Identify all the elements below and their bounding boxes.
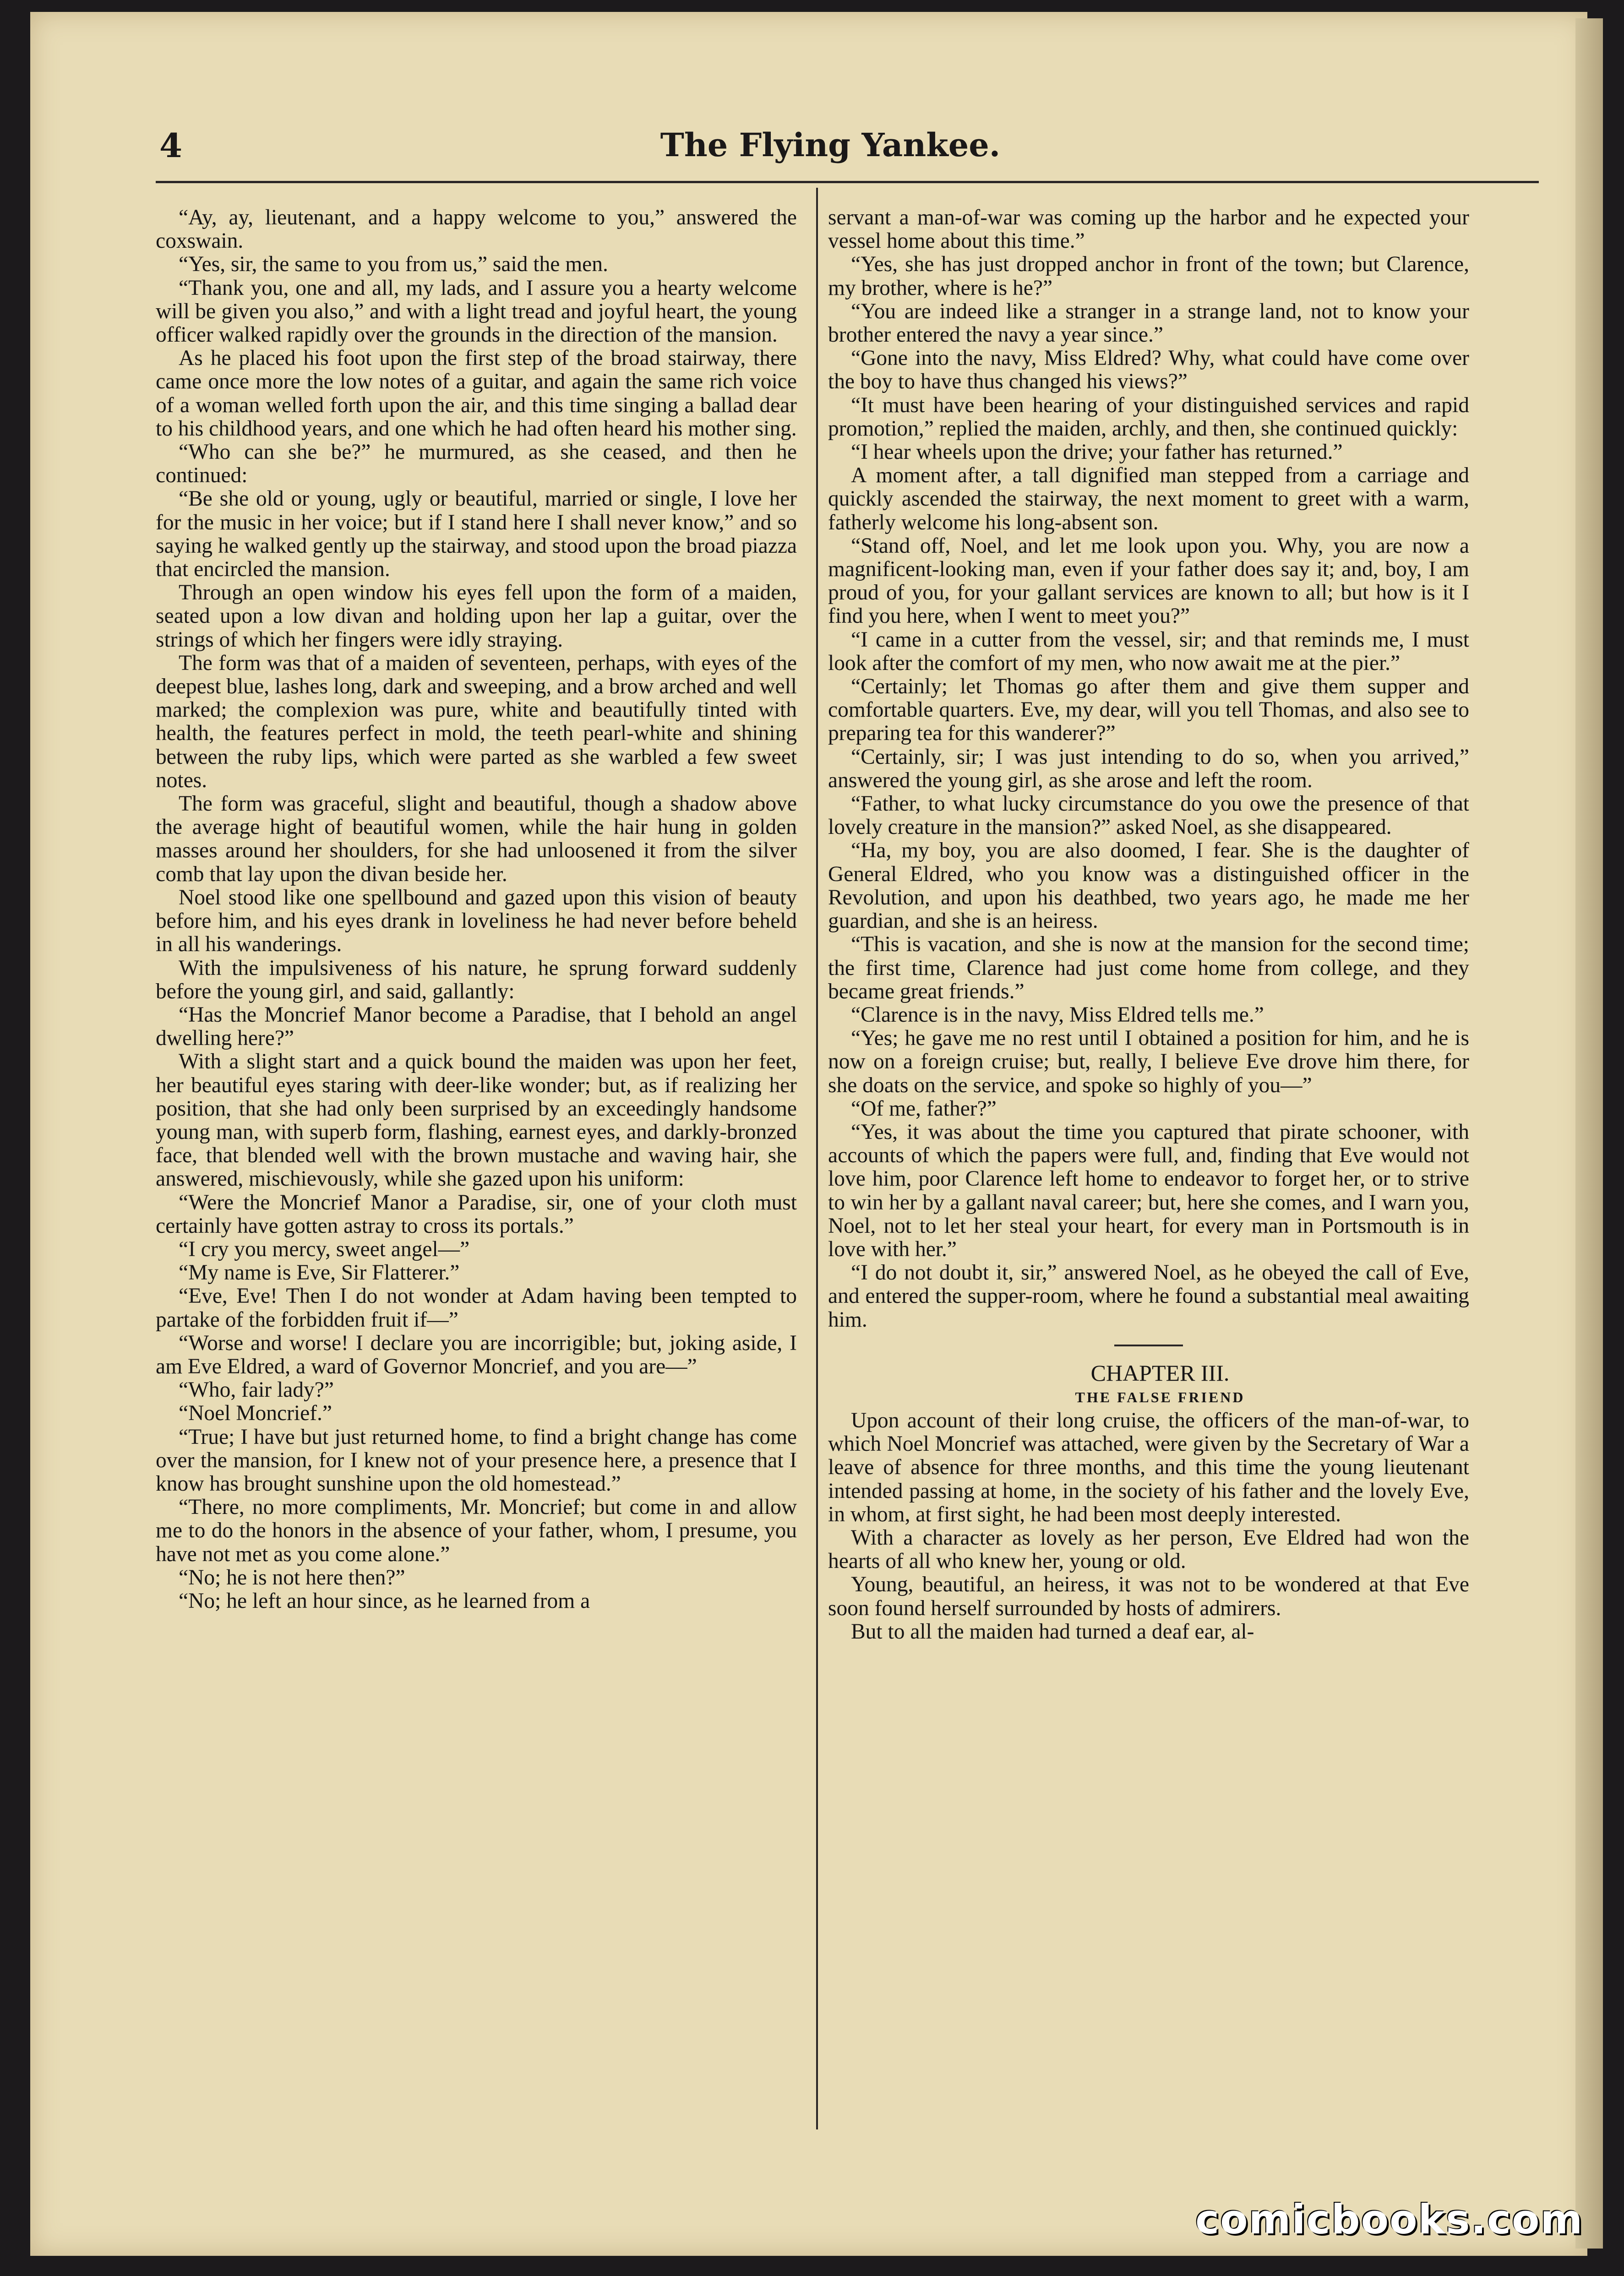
paragraph: “It must have been hearing of your distinguished services and rapid promotion,” replied the maiden, archly, and then, she continued quickly: [828, 393, 1469, 441]
paragraph: “You are indeed like a stranger in a strange land, not to know your brother entered the navy a year since.” [828, 299, 1469, 347]
paragraph: “No; he left an hour since, as he learned from a [179, 1589, 590, 1613]
paragraph: “Certainly; let Thomas go after them and give them supper and comfortable quarters. Eve, my dear, will you tell Thomas, and also see to preparing tea for this wanderer?” [828, 675, 1469, 746]
paragraph: “Ha, my boy, you are also doomed, I fear. She is the daughter of General Eldred, who you know was a distinguished officer in the Revolution, and upon his deathbed, two years ago, he made me her guardian, and she is an heiress. [828, 839, 1469, 933]
paragraph: “This is vacation, and she is now at the mansion for the second time; the first time, Clarence had just come home from college, and they became great friends.” [828, 932, 1469, 1003]
page-number: 4 [159, 126, 183, 165]
paragraph: Upon account of their long cruise, the officers of the man-of-war, to which Noel Moncrief was attached, were given by the Secretary of War a leave of absence for three months, and this time the young lieutenant intended passing at home, in the society of his father and the lovely Eve, in whom, at first sight, he had been most deeply interested. [828, 1408, 1469, 1526]
header-rule [156, 181, 1539, 183]
paragraph: “I do not doubt it, sir,” answered Noel, as he obeyed the call of Eve, and entered the supper-room, where he found a substantial meal awaiting him. [828, 1261, 1469, 1332]
right-column-top [828, 206, 1469, 1332]
paragraph: “Noel Moncrief.” [179, 1401, 332, 1426]
paragraph: “Has the Moncrief Manor become a Paradise, that I behold an angel dwelling here?” [156, 1002, 797, 1051]
page-header [127, 117, 1533, 167]
paragraph: “I hear wheels upon the drive; your father has returned.” [851, 440, 1343, 464]
paragraph: Through an open window his eyes fell upon the form of a maiden, seated upon a low divan and holding upon her lap a guitar, over the strings of which her fingers were idly straying. [156, 581, 797, 652]
paragraph: With a character as lovely as her person, Eve Eldred had won the hearts of all who knew her, young or old. [828, 1525, 1469, 1574]
paragraph: “Thank you, one and all, my lads, and I assure you a hearty welcome will be given you also,” and with a light tread and joyful heart, the young officer walked rapidly over the grounds in the direction of the mansion. [156, 276, 797, 347]
paragraph: The form was graceful, slight and beautiful, though a shadow above the average hight of beautiful women, while the hair hung in golden masses around her shoulders, for she had unloosened it from the silver comb that lay upon the divan beside her. [156, 792, 797, 886]
right-column-bottom [828, 1409, 1469, 1644]
paragraph: “True; I have but just returned home, to find a bright change has come over the mansion, for I knew not of your presence here, a presence that I know has brought sunshine upon the old homestead.” [156, 1425, 797, 1496]
running-title: The Flying Yankee. [660, 126, 1001, 164]
paragraph: servant a man-of-war was coming up the harbor and he expected your vessel home about this time.” [828, 206, 1469, 253]
paragraph: “Yes, sir, the same to you from us,” said the men. [179, 252, 608, 277]
paragraph: “Worse and worse! I declare you are incorrigible; but, joking aside, I am Eve Eldred, a ward of Governor Moncrief, and you are—” [156, 1331, 797, 1378]
paragraph: “Father, to what lucky circumstance do you owe the presence of that lovely creature in the mansion?” asked Noel, as she disappeared. [828, 792, 1469, 839]
paragraph: “Stand off, Noel, and let me look upon you. Why, you are now a magnificent-looking man, even if your father does say it; and, boy, I am proud of you, for your gallant services are known to all; but how is it I find you here, when I went to meet you?” [828, 534, 1469, 628]
paragraph: But to all the maiden had turned a deaf ear, al- [851, 1619, 1254, 1644]
paragraph: “Who, fair lady?” [179, 1378, 334, 1402]
paragraph: With the impulsiveness of his nature, he sprung forward suddenly before the young girl, and said, gallantly: [156, 956, 797, 1003]
paragraph: “Gone into the navy, Miss Eldred? Why, what could have come over the boy to have thus changed his views?” [828, 346, 1469, 394]
paragraph: “No; he is not here then?” [179, 1565, 405, 1590]
paragraph: “Eve, Eve! Then I do not wonder at Adam having been tempted to partake of the forbidden fruit if—” [156, 1284, 797, 1332]
watermark-text: comicbooks.com [1195, 2196, 1584, 2243]
paragraph: “Yes, she has just dropped anchor in front of the town; but Clarence, my brother, where is he?” [828, 252, 1469, 300]
paragraph: “Who can she be?” he murmured, as she ceased, and then he continued: [156, 440, 797, 488]
paragraph: A moment after, a tall dignified man stepped from a carriage and quickly ascended the stairway, the next moment to greet with a warm, fatherly welcome his long-absent son. [828, 463, 1469, 534]
paragraph: The form was that of a maiden of seventeen, perhaps, with eyes of the deepest blue, lashes long, dark and sweeping, and a brow arched and well marked; the complexion was pure, white and beautifully tinted with health, the features perfect in mold, the teeth pearl-white and shining between the ruby lips, which were parted as she warbled a few sweet notes. [156, 651, 797, 792]
chapter-title: CHAPTER III. [1090, 1360, 1230, 1386]
paragraph: “Ay, ay, lieutenant, and a happy welcome to you,” answered the coxswain. [156, 206, 797, 253]
right-column [828, 206, 1469, 1644]
page-edge [1575, 18, 1603, 2249]
paragraph: As he placed his foot upon the first step of the broad stairway, there came once more the low notes of a guitar, and again the same rich voice of a woman welled forth upon the air, and this time singing a ballad dear to his childhood years, and one which he had often heard his mother sing. [156, 346, 797, 441]
column-divider [816, 188, 818, 2129]
paragraph: “There, no more compliments, Mr. Moncrief; but come in and allow me to do the honors in the absence of your father, whom, I presume, you have not met as you come alone.” [156, 1495, 797, 1566]
section-divider-rule [1114, 1345, 1183, 1346]
paragraph: “I cry you mercy, sweet angel—” [179, 1237, 470, 1261]
paragraph: “Yes, it was about the time you captured that pirate schooner, with accounts of which the papers were full, and, finding that Eve would not love him, poor Clarence left home to endeavor to forget her, or to strive to win her by a gallant naval career; but, here she comes, and I warn you, Noel, not to let her steal your heart, for every man in Portsmouth is in love with her.” [828, 1120, 1469, 1261]
paragraph: Young, beautiful, an heiress, it was not to be wondered at that Eve soon found herself surrounded by hosts of admirers. [828, 1573, 1469, 1620]
left-column [156, 206, 797, 1613]
paragraph: Noel stood like one spellbound and gazed upon this vision of beauty before him, and his eyes drank in loveliness he had never before beheld in all his wanderings. [156, 885, 797, 957]
paragraph: “I came in a cutter from the vessel, sir; and that reminds me, I must look after the comfort of my men, who now await me at the pier.” [828, 627, 1469, 675]
paragraph: “Yes; he gave me no rest until I obtained a position for him, and he is now on a foreign cruise; but, really, I believe Eve drove him there, for she doats on the service, and spoke so highly of you—” [828, 1026, 1469, 1097]
chapter-subtitle: THE FALSE FRIEND [1075, 1388, 1245, 1405]
paragraph: “Were the Moncrief Manor a Paradise, sir, one of your cloth must certainly have gotten astray to cross its portals.” [156, 1190, 797, 1238]
paragraph: “Be she old or young, ugly or beautiful, married or single, I love her for the music in her voice; but if I stand here I shall never know,” and so saying he walked gently up the stairway, and stood upon the broad piazza that encircled the mansion. [156, 487, 797, 582]
paragraph: “Clarence is in the navy, Miss Eldred tells me.” [851, 1002, 1264, 1027]
paragraph: With a slight start and a quick bound the maiden was upon her feet, her beautiful eyes staring with deer-like wonder; but, as if realizing her position, that she had only been surprised by an exceedingly handsome young man, with superb form, flashing, earnest eyes, and darkly-bronzed face, that blended well with the brown mustache and waving hair, she answered, mischievously, while she gazed upon his uniform: [156, 1050, 797, 1191]
paragraph: “Of me, father?” [851, 1096, 997, 1121]
paragraph: “My name is Eve, Sir Flatterer.” [179, 1261, 460, 1285]
paragraph: “Certainly, sir; I was just intending to do so, when you arrived,” answered the young girl, as she arose and left the room. [828, 745, 1469, 792]
